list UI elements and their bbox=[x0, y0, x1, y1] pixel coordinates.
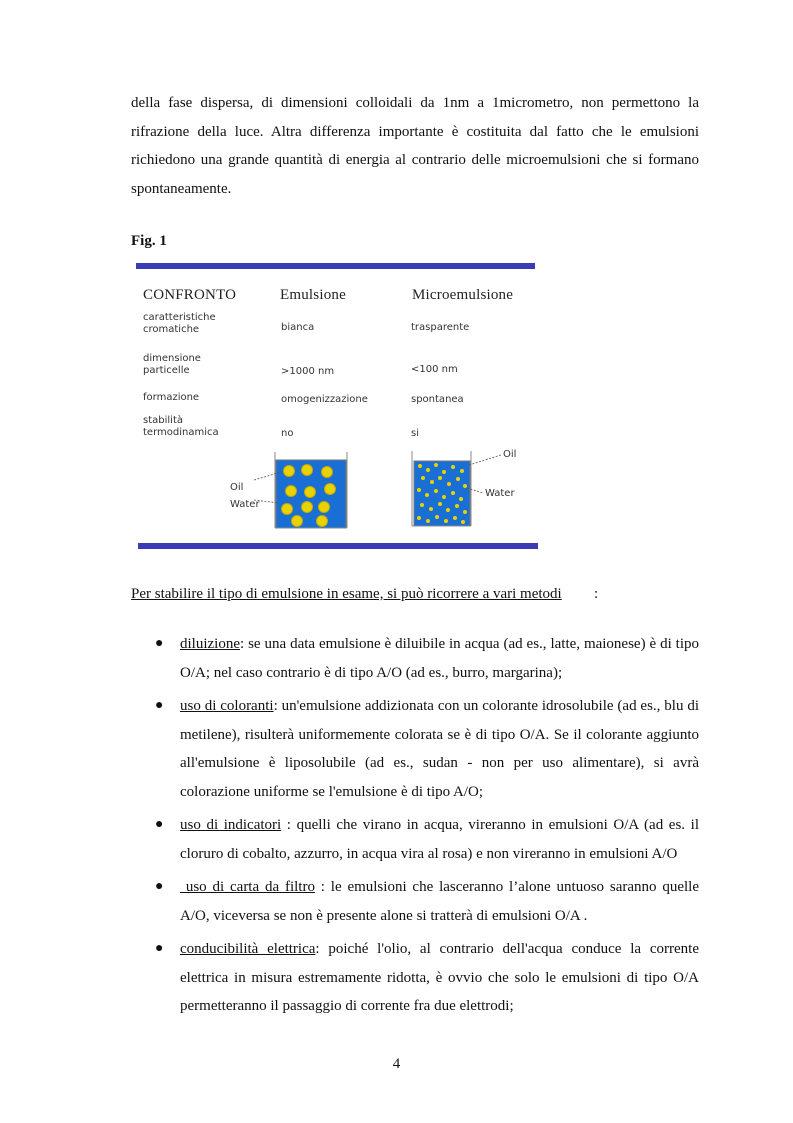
list-item bbox=[131, 692, 699, 806]
page-number: 4 bbox=[392, 1056, 401, 1072]
list-item bbox=[131, 811, 699, 868]
method-term: uso di indicatori bbox=[180, 817, 282, 833]
method-term: diluizione bbox=[180, 636, 240, 652]
figure-bottom-bar bbox=[138, 543, 538, 549]
method-term: conducibilità elettrica bbox=[180, 941, 316, 957]
figure-emulsione-3: omogenizzazione bbox=[281, 394, 368, 405]
bullet-icon: ● bbox=[155, 879, 164, 894]
bullet-icon: ● bbox=[155, 941, 164, 956]
intro-paragraph: della fase dispersa, di dimensioni colloidali da 1nm a 1micrometro, non permettono la rifrazione della luce. Altra differenza importante è costituita dal fatto che le emulsioni richiedono una grande quantità di energia al contrario delle microemulsioni che si formano spontaneamente. bbox=[131, 95, 699, 197]
method-term: uso di coloranti bbox=[180, 698, 274, 714]
methods-list bbox=[131, 630, 699, 1026]
method-term: uso di carta da filtro bbox=[180, 879, 315, 895]
bullet-icon: ● bbox=[155, 698, 164, 713]
method-text: : le emulsioni che lasceranno l’alone untuoso saranno quelle A/O, viceversa se non è presente alone si tratterà di emulsioni O/A . bbox=[180, 879, 699, 924]
comparison-figure bbox=[131, 260, 541, 552]
figure-microemulsione-3: spontanea bbox=[411, 394, 464, 405]
methods-lead bbox=[131, 586, 562, 603]
method-text: : quelli che virano in acqua, vireranno in emulsioni O/A (ad es. il cloruro di cobalto, azzurro, in acqua vira al rosa) e non vireranno in emulsioni A/O bbox=[180, 817, 699, 862]
method-text: : un'emulsione addizionata con un colorante idrosolubile (ad es., blu di metilene), risulterà uniformemente colorata se è di tipo O/A. Se il colorante aggiunto all'emulsione è liposolubile (ad es., sudan - non per uso alimentare), si avrà colorazione uniforme se l'emulsione è di tipo A/O; bbox=[180, 698, 699, 800]
figure-microemulsione-2: <100 nm bbox=[411, 364, 458, 375]
figure-header-emulsione: Emulsione bbox=[280, 287, 346, 303]
list-item bbox=[131, 873, 699, 930]
list-item bbox=[131, 935, 699, 1021]
figure-label: Fig. 1 bbox=[131, 233, 167, 249]
bullet-icon: ● bbox=[155, 817, 164, 832]
left-beaker-water-label: Water bbox=[230, 499, 260, 510]
figure-header-confronto: CONFRONTO bbox=[143, 287, 237, 303]
figure-emulsione-1: bianca bbox=[281, 322, 315, 333]
figure-property-4: stabilità termodinamica bbox=[143, 415, 219, 438]
figure-property-1: caratteristiche cromatiche bbox=[143, 312, 216, 335]
figure-header-microemulsione: Microemulsione bbox=[412, 287, 514, 303]
left-beaker-oil-label: Oil bbox=[230, 482, 244, 493]
bullet-icon: ● bbox=[155, 636, 164, 651]
methods-lead-text: Per stabilire il tipo di emulsione in esame, si può ricorrere a vari metodi bbox=[131, 586, 562, 602]
figure-microemulsione-1: trasparente bbox=[411, 322, 470, 333]
figure-property-2: dimensione particelle bbox=[143, 353, 201, 376]
figure-property-3: formazione bbox=[143, 392, 200, 403]
right-beaker-water-label: Water bbox=[485, 488, 515, 499]
emulsion-beaker-icon bbox=[254, 452, 347, 528]
right-beaker-oil-label: Oil bbox=[503, 449, 517, 460]
method-text: : se una data emulsione è diluibile in acqua (ad es., latte, maionese) è di tipo O/A; nel caso contrario è di tipo A/O (ad es., burro, margarina); bbox=[180, 636, 699, 681]
beakers-illustration bbox=[131, 260, 541, 552]
figure-microemulsione-4: si bbox=[411, 428, 419, 439]
method-text: : poiché l'olio, al contrario dell'acqua conduce la corrente elettrica in misura estremamente ridotta, è ovvio che solo le emulsioni di tipo O/A permetteranno il passaggio di corrente fra due elettrodi; bbox=[180, 941, 700, 1014]
list-item bbox=[131, 630, 699, 687]
methods-lead-colon: : bbox=[594, 586, 599, 602]
figure-emulsione-4: no bbox=[281, 428, 294, 439]
figure-emulsione-2: >1000 nm bbox=[281, 366, 335, 377]
